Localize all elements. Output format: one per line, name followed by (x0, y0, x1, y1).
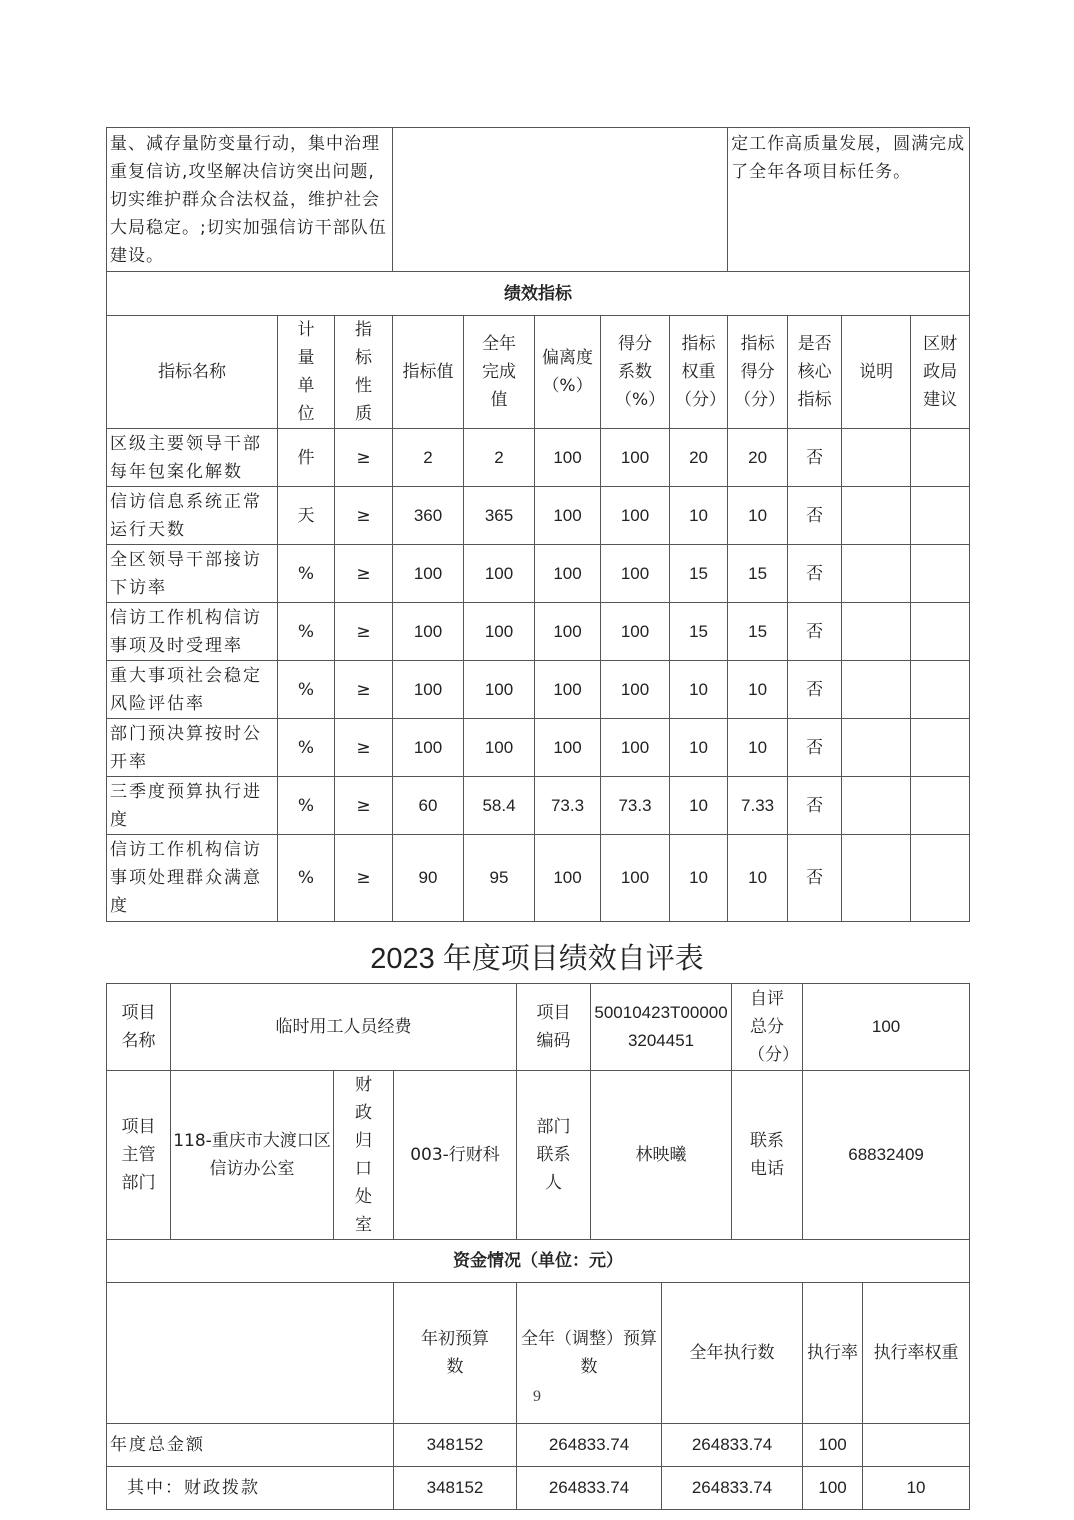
funds-initial: 348152 (394, 1467, 517, 1510)
indicator-weight: 10 (670, 777, 728, 835)
indicator-core: 否 (788, 429, 842, 487)
indicator-advice (911, 719, 970, 777)
project-name-label: 项目名称 (107, 984, 171, 1071)
indicator-core: 否 (788, 719, 842, 777)
indicator-unit: 件 (278, 429, 335, 487)
completion-text: 定工作高质量发展，圆满完成了全年各项目标任务。 (728, 128, 970, 272)
indicator-deviation: 100 (535, 603, 601, 661)
blank-cell (393, 128, 728, 272)
indicator-note (842, 603, 911, 661)
funds-adjusted: 264833.74 (517, 1467, 662, 1510)
indicator-row (107, 487, 970, 545)
project-name-value: 临时用工人员经费 (171, 984, 517, 1071)
indicator-unit: % (278, 545, 335, 603)
header-cell: 执行率权重 (863, 1283, 970, 1424)
indicator-actual: 95 (464, 835, 535, 922)
indicator-advice (911, 777, 970, 835)
indicator-target: 60 (393, 777, 464, 835)
indicator-name: 全区领导干部接访下访率 (107, 545, 278, 603)
indicator-coef: 100 (601, 545, 670, 603)
indicator-score: 10 (728, 719, 788, 777)
funds-weight (863, 1424, 970, 1467)
finance-office-value: 003-行财科 (394, 1071, 517, 1240)
project-code-label: 项目编码 (517, 984, 591, 1071)
indicator-nature: ≥ (335, 719, 393, 777)
indicator-score: 15 (728, 603, 788, 661)
funds-executed: 264833.74 (662, 1424, 803, 1467)
indicator-name: 重大事项社会稳定风险评估率 (107, 661, 278, 719)
indicator-note (842, 777, 911, 835)
header-cell: 说明 (842, 316, 911, 429)
funds-rate: 100 (803, 1467, 863, 1510)
indicator-deviation: 100 (535, 545, 601, 603)
funds-row (107, 1467, 970, 1510)
phone-value: 68832409 (803, 1071, 970, 1240)
indicator-row (107, 835, 970, 922)
funds-label: 年度总金额 (107, 1424, 394, 1467)
form-title: 2023 年度项目绩效自评表 (370, 943, 704, 975)
indicator-actual: 100 (464, 603, 535, 661)
indicator-nature: ≥ (335, 603, 393, 661)
indicator-deviation: 100 (535, 719, 601, 777)
indicator-deviation: 100 (535, 835, 601, 922)
header-cell: 指标值 (393, 316, 464, 429)
indicator-advice (911, 603, 970, 661)
indicator-advice (911, 545, 970, 603)
indicator-target: 100 (393, 603, 464, 661)
dept-value: 118-重庆市大渡口区信访办公室 (171, 1071, 334, 1240)
indicator-core: 否 (788, 487, 842, 545)
indicator-note (842, 719, 911, 777)
project-code-value: 50010423T000003204451 (591, 984, 732, 1071)
page-number: 9 (533, 1388, 541, 1405)
finance-office-label: 财政归口处室 (334, 1071, 394, 1240)
header-cell: 执行率 (803, 1283, 863, 1424)
header-cell: 是否核心指标 (788, 316, 842, 429)
header-cell: 全年执行数 (662, 1283, 803, 1424)
dept-label: 项目主管部门 (107, 1071, 171, 1240)
indicator-unit: 天 (278, 487, 335, 545)
header-cell: 区财政局建议 (911, 316, 970, 429)
indicator-weight: 15 (670, 603, 728, 661)
funds-initial: 348152 (394, 1424, 517, 1467)
indicator-weight: 15 (670, 545, 728, 603)
indicator-name: 信访工作机构信访事项及时受理率 (107, 603, 278, 661)
indicator-advice (911, 429, 970, 487)
header-cell: 计量单位 (278, 316, 335, 429)
indicator-target: 2 (393, 429, 464, 487)
phone-label: 联系电话 (732, 1071, 803, 1240)
indicator-score: 20 (728, 429, 788, 487)
indicator-nature: ≥ (335, 487, 393, 545)
funds-executed: 264833.74 (662, 1467, 803, 1510)
header-cell: 年初预算数 (394, 1283, 517, 1424)
indicator-advice (911, 487, 970, 545)
indicator-target: 360 (393, 487, 464, 545)
indicator-actual: 100 (464, 545, 535, 603)
indicator-nature: ≥ (335, 777, 393, 835)
indicator-unit: % (278, 603, 335, 661)
indicator-name: 三季度预算执行进度 (107, 777, 278, 835)
indicator-score: 10 (728, 835, 788, 922)
indicator-score: 7.33 (728, 777, 788, 835)
indicator-row (107, 429, 970, 487)
header-cell: 指标性质 (335, 316, 393, 429)
indicator-coef: 100 (601, 661, 670, 719)
indicator-coef: 100 (601, 835, 670, 922)
indicator-score: 10 (728, 661, 788, 719)
objective-text: 量、减存量防变量行动，集中治理重复信访,攻坚解决信访突出问题,切实维护群众合法权益，维护社会大局稳定。;切实加强信访干部队伍建设。 (107, 128, 393, 272)
self-score-label: 自评总分（分） (732, 984, 803, 1071)
indicator-target: 100 (393, 719, 464, 777)
indicator-core: 否 (788, 835, 842, 922)
header-cell: 指标得分（分） (728, 316, 788, 429)
indicator-name: 信访信息系统正常运行天数 (107, 487, 278, 545)
section-title-indicators: 绩效指标 (107, 272, 970, 316)
indicators-header-row (107, 316, 970, 429)
indicator-core: 否 (788, 661, 842, 719)
indicator-name: 信访工作机构信访事项处理群众满意度 (107, 835, 278, 922)
indicator-unit: % (278, 719, 335, 777)
indicator-note (842, 487, 911, 545)
funds-rate: 100 (803, 1424, 863, 1467)
funds-adjusted: 264833.74 (517, 1424, 662, 1467)
funds-label: 其中：财政拨款 (107, 1467, 394, 1510)
indicator-unit: % (278, 835, 335, 922)
header-cell: 得分系数（%） (601, 316, 670, 429)
indicator-deviation: 100 (535, 487, 601, 545)
indicator-actual: 100 (464, 661, 535, 719)
indicator-weight: 10 (670, 661, 728, 719)
indicator-coef: 100 (601, 719, 670, 777)
header-cell: 全年完成值 (464, 316, 535, 429)
indicator-deviation: 73.3 (535, 777, 601, 835)
self-score-value: 100 (803, 984, 970, 1071)
header-cell: 指标名称 (107, 316, 278, 429)
indicator-nature: ≥ (335, 545, 393, 603)
indicator-deviation: 100 (535, 429, 601, 487)
funds-row (107, 1424, 970, 1467)
indicator-coef: 100 (601, 603, 670, 661)
indicator-core: 否 (788, 777, 842, 835)
indicator-weight: 10 (670, 719, 728, 777)
indicator-actual: 2 (464, 429, 535, 487)
indicator-core: 否 (788, 545, 842, 603)
indicator-note (842, 429, 911, 487)
contact-value: 林映曦 (591, 1071, 732, 1240)
indicator-actual: 365 (464, 487, 535, 545)
indicator-target: 90 (393, 835, 464, 922)
indicator-advice (911, 835, 970, 922)
indicator-nature: ≥ (335, 429, 393, 487)
funds-weight: 10 (863, 1467, 970, 1510)
indicator-name: 部门预决算按时公开率 (107, 719, 278, 777)
indicator-advice (911, 661, 970, 719)
indicator-row (107, 603, 970, 661)
indicator-row (107, 719, 970, 777)
contact-label: 部门联系人 (517, 1071, 591, 1240)
performance-indicators-table (106, 127, 970, 922)
indicator-target: 100 (393, 545, 464, 603)
indicator-unit: % (278, 777, 335, 835)
header-cell: 偏离度（%） (535, 316, 601, 429)
indicator-note (842, 835, 911, 922)
section-title-funds: 资金情况（单位：元） (107, 1240, 970, 1283)
header-cell: 全年（调整）预算数 (517, 1283, 662, 1424)
indicator-note (842, 545, 911, 603)
indicator-weight: 10 (670, 835, 728, 922)
indicator-row (107, 777, 970, 835)
indicator-actual: 58.4 (464, 777, 535, 835)
header-cell: 指标权重（分） (670, 316, 728, 429)
indicator-coef: 73.3 (601, 777, 670, 835)
indicator-row (107, 661, 970, 719)
indicator-row (107, 545, 970, 603)
indicator-deviation: 100 (535, 661, 601, 719)
indicator-coef: 100 (601, 429, 670, 487)
indicator-weight: 10 (670, 487, 728, 545)
indicator-score: 10 (728, 487, 788, 545)
project-self-evaluation-table (106, 983, 970, 1510)
indicator-unit: % (278, 661, 335, 719)
indicator-core: 否 (788, 603, 842, 661)
indicator-actual: 100 (464, 719, 535, 777)
indicator-weight: 20 (670, 429, 728, 487)
indicator-coef: 100 (601, 487, 670, 545)
indicator-target: 100 (393, 661, 464, 719)
indicator-score: 15 (728, 545, 788, 603)
indicator-name: 区级主要领导干部每年包案化解数 (107, 429, 278, 487)
indicator-nature: ≥ (335, 661, 393, 719)
indicator-nature: ≥ (335, 835, 393, 922)
indicator-note (842, 661, 911, 719)
